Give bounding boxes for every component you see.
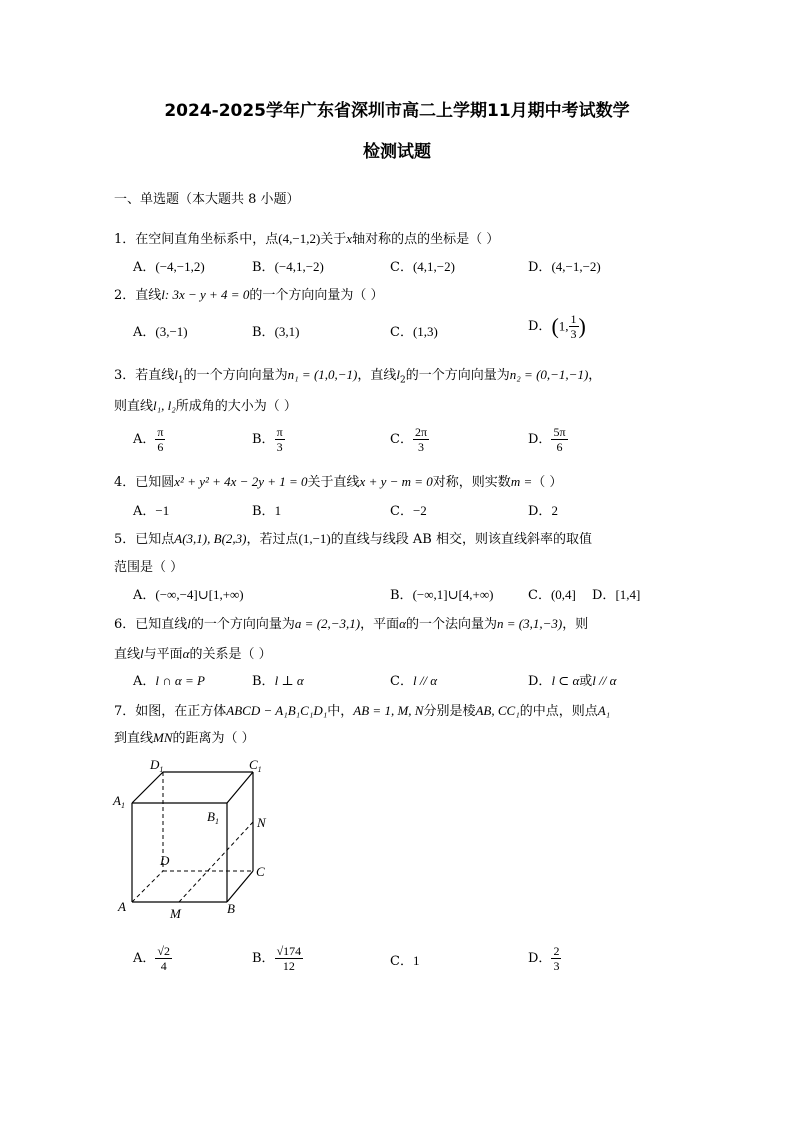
q6-option-b[interactable]: B．l ⊥ α bbox=[252, 673, 304, 689]
q2-option-b[interactable]: B．(3,1) bbox=[252, 324, 300, 340]
q1-option-b[interactable]: B．(−4,1,−2) bbox=[252, 259, 324, 275]
edge-b-c bbox=[227, 871, 253, 902]
q6-option-a[interactable]: A．l ∩ α = P bbox=[133, 673, 205, 689]
label-d1: $D_1$ bbox=[150, 757, 164, 774]
label-d: D bbox=[160, 853, 170, 868]
q5-option-a[interactable]: A．(−∞,−4]∪[1,+∞) bbox=[133, 587, 244, 603]
label-c1: $C_1$ bbox=[249, 757, 262, 774]
q5-option-b[interactable]: B．(−∞,1]∪[4,+∞) bbox=[390, 587, 494, 603]
q4-option-d[interactable]: D．2 bbox=[528, 503, 558, 519]
q4-option-c[interactable]: C．−2 bbox=[390, 503, 427, 519]
question-7-stem-line2: 到直线MN的距离为（ ） bbox=[114, 730, 255, 746]
q3-option-a[interactable]: A． $\frac{\pi}{6}$ bbox=[133, 425, 164, 454]
q3-option-b[interactable]: B． $\frac{\pi}{3}$ bbox=[252, 425, 283, 454]
doc-title-line1: 2024-2025学年广东省深圳市高二上学期11月期中考试数学 bbox=[164, 101, 630, 121]
cube-figure bbox=[105, 755, 285, 925]
q3-option-c[interactable]: C． $\frac{2\pi}{3}$ bbox=[390, 425, 428, 454]
q6-option-d[interactable]: D．l ⊂ α或l // α bbox=[528, 673, 617, 689]
question-5-stem-line1: 5．已知点A(3,1), B(2,3)，若过点(1,−1)的直线与线段 AB 相交，则该直线斜率的取值 bbox=[114, 531, 592, 547]
q1-option-d[interactable]: D．(4,−1,−2) bbox=[528, 259, 601, 275]
q2-option-d[interactable]: D．(1, $\frac{1}{3}$ ) bbox=[528, 312, 586, 341]
question-3-stem-line2: 则直线l₁, l₂所成角的大小为（ ） bbox=[114, 398, 297, 414]
label-n: N bbox=[257, 815, 266, 830]
section-heading: 一、单选题（本大题共 8 小题） bbox=[114, 192, 300, 207]
q3-option-d[interactable]: D． $\frac{5\pi}{6}$ bbox=[528, 425, 566, 454]
question-5-stem-line2: 范围是（ ） bbox=[114, 560, 184, 575]
question-6-stem-line1: 6．已知直线l的一个方向向量为a = (2,−3,1)，平面α的一个法向量为n = (3,1,−3)，则 bbox=[114, 616, 589, 632]
edge-b1-c1 bbox=[227, 772, 253, 803]
q1-option-a[interactable]: A．(−4,−1,2) bbox=[133, 259, 205, 275]
q5-option-c[interactable]: C．(0,4] bbox=[528, 587, 576, 603]
question-4-stem: 4．已知圆x² + y² + 4x − 2y + 1 = 0关于直线x + y − m = 0对称，则实数m =（ ） bbox=[114, 474, 563, 490]
q2-option-c[interactable]: C．(1,3) bbox=[390, 324, 438, 340]
q7-option-d[interactable]: D． $\frac{2}{3}$ bbox=[528, 944, 560, 973]
q7-option-c[interactable]: C．1 bbox=[390, 953, 420, 969]
label-a: A bbox=[118, 899, 126, 914]
label-m: M bbox=[170, 906, 181, 921]
q5-option-d[interactable]: D．[1,4] bbox=[592, 587, 641, 603]
label-c: C bbox=[256, 864, 265, 879]
edge-a1-d1 bbox=[132, 772, 163, 803]
segment-mn-hidden bbox=[179, 822, 253, 902]
question-1-stem: 1．在空间直角坐标系中，点(4,−1,2)关于x轴对称的点的坐标是（ ） bbox=[114, 231, 500, 247]
q6-option-c[interactable]: C．l // α bbox=[390, 673, 438, 689]
label-b1: $B_1$ bbox=[207, 809, 219, 826]
q4-option-a[interactable]: A．−1 bbox=[133, 503, 170, 519]
q7-option-a[interactable]: A． $\frac{√2}{4}$ bbox=[133, 944, 170, 973]
question-7-stem-line1: 7．如图，在正方体ABCD − A₁B₁C₁D₁中，AB = 1, M, N分别是棱AB, CC₁的中点，则点A₁ bbox=[114, 703, 611, 719]
question-2-stem: 2．直线l: 3x − y + 4 = 0的一个方向向量为（ ） bbox=[114, 287, 384, 303]
q1-option-c[interactable]: C．(4,1,−2) bbox=[390, 259, 455, 275]
q7-option-b[interactable]: B． $\frac{√174}{12}$ bbox=[252, 944, 302, 973]
edge-a-d-hidden bbox=[132, 871, 163, 902]
question-3-stem-line1: 3．若直线$l_1$的一个方向向量为n₁ = (1,0,−1)，直线$l_2$的一个方向向量为n₂ = (0,−1,−1)， bbox=[114, 367, 602, 386]
question-6-stem-line2: 直线l与平面α的关系是（ ） bbox=[114, 646, 272, 662]
q4-option-b[interactable]: B．1 bbox=[252, 503, 282, 519]
label-a1: $A_1$ bbox=[113, 793, 125, 810]
label-b: B bbox=[227, 901, 235, 916]
q2-option-a[interactable]: A．(3,−1) bbox=[133, 324, 188, 340]
doc-title-line2: 检测试题 bbox=[363, 142, 431, 162]
